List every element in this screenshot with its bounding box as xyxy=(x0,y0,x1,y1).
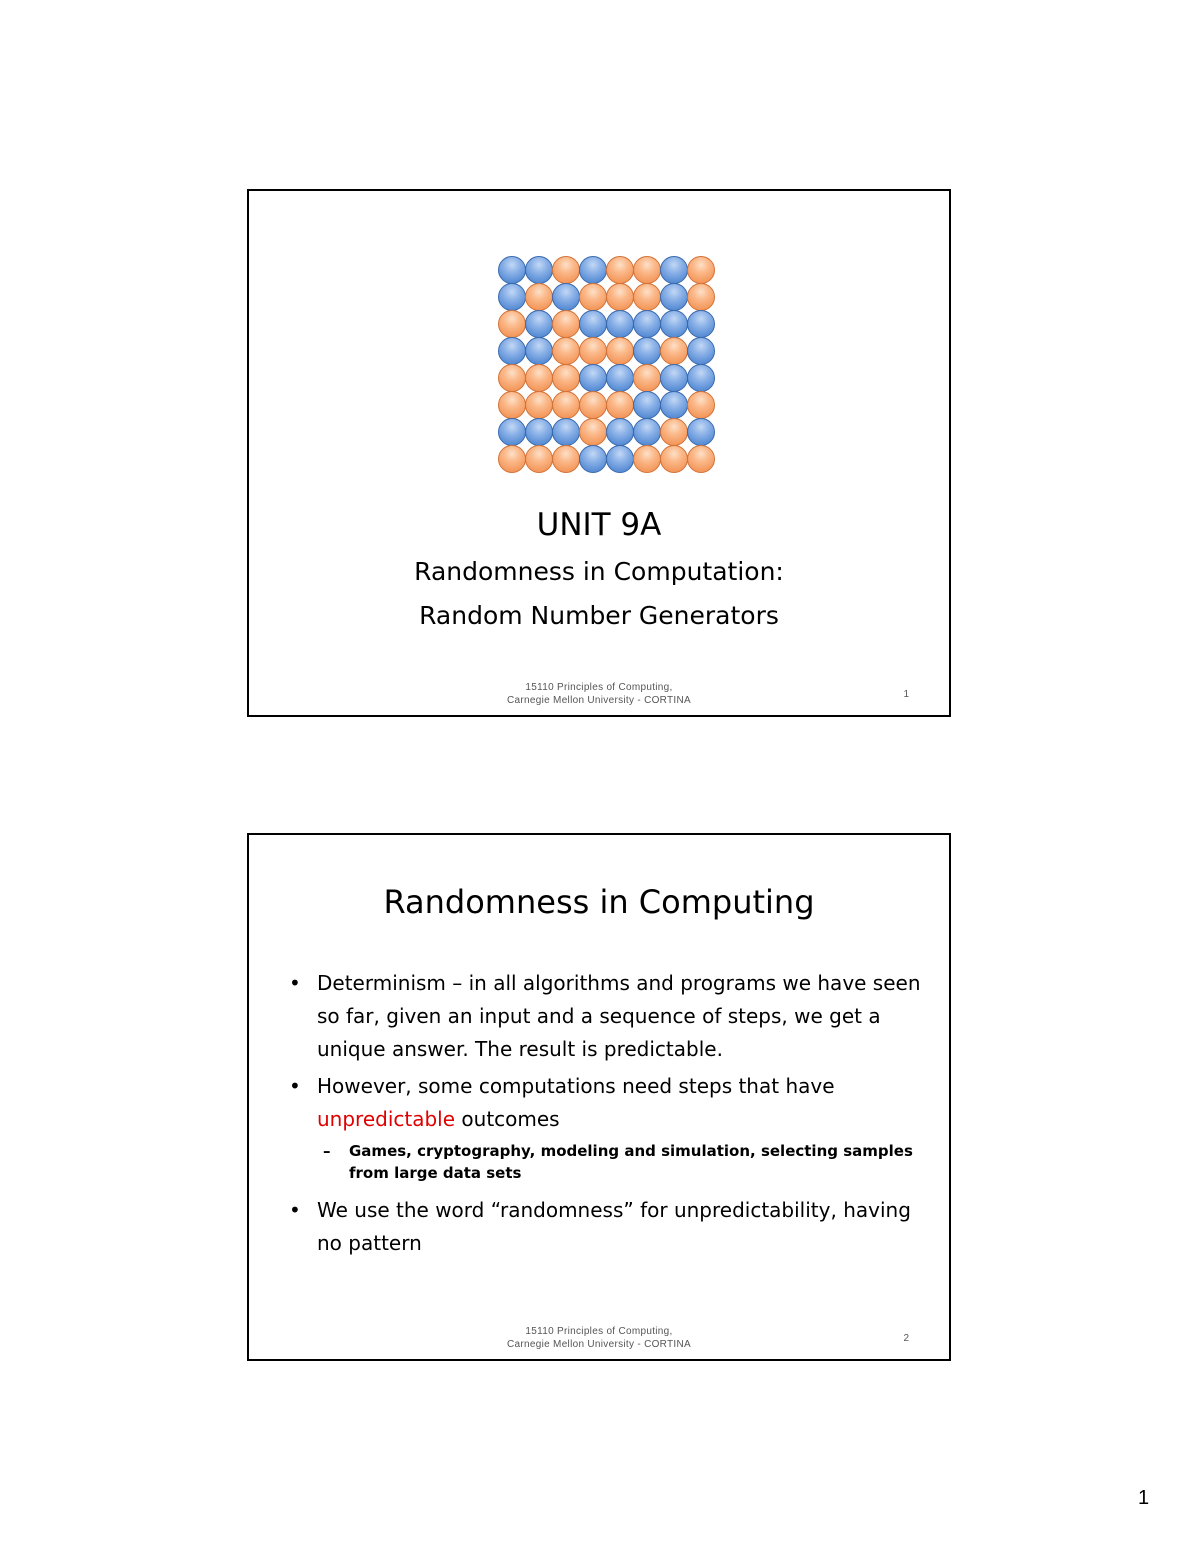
slide-2-bullet-list xyxy=(289,967,929,1260)
blue-ball xyxy=(687,310,715,338)
blue-ball xyxy=(498,337,526,365)
orange-ball xyxy=(552,256,580,284)
slide-1-footer xyxy=(249,681,949,707)
blue-ball xyxy=(606,364,634,392)
orange-ball xyxy=(606,283,634,311)
ball-grid-image xyxy=(498,256,718,476)
blue-ball xyxy=(525,256,553,284)
orange-ball xyxy=(579,283,607,311)
blue-ball xyxy=(498,256,526,284)
bullet-randomness-text: We use the word “randomness” for unpredictability, having no pattern xyxy=(317,1198,911,1255)
blue-ball xyxy=(606,418,634,446)
orange-ball xyxy=(660,445,688,473)
slide-2-footer-line-1: 15110 Principles of Computing, xyxy=(525,1326,673,1337)
slide-1-title: UNIT 9A xyxy=(536,507,662,543)
orange-ball xyxy=(606,391,634,419)
blue-ball xyxy=(633,391,661,419)
blue-ball xyxy=(633,337,661,365)
slide-1-subtitle-line-2: Random Number Generators xyxy=(419,601,779,630)
slide-1-subtitle-line-1: Randomness in Computation: xyxy=(414,557,784,586)
blue-ball xyxy=(579,310,607,338)
blue-ball xyxy=(498,283,526,311)
blue-ball xyxy=(579,256,607,284)
document-page-number: 1 xyxy=(1138,1487,1150,1509)
slide-1-footer-line-2: Carnegie Mellon University - CORTINA xyxy=(507,695,691,706)
slide-2-footer xyxy=(249,1325,949,1351)
orange-ball xyxy=(633,283,661,311)
slide-1 xyxy=(247,189,951,717)
blue-ball xyxy=(633,418,661,446)
blue-ball xyxy=(552,418,580,446)
blue-ball xyxy=(525,310,553,338)
orange-ball xyxy=(687,391,715,419)
bullet-unpredictable-text-after: outcomes xyxy=(455,1107,560,1131)
dash-icon: – xyxy=(323,1142,331,1160)
orange-ball xyxy=(660,418,688,446)
orange-ball xyxy=(498,364,526,392)
slide-1-page-number: 1 xyxy=(903,689,909,700)
orange-ball xyxy=(552,337,580,365)
blue-ball xyxy=(525,337,553,365)
bullet-unpredictable-text-before: However, some computations need steps that have xyxy=(317,1074,835,1098)
orange-ball xyxy=(606,337,634,365)
slide-2 xyxy=(247,833,951,1361)
orange-ball xyxy=(498,310,526,338)
orange-ball xyxy=(579,391,607,419)
blue-ball xyxy=(660,256,688,284)
bullet-unpredictable xyxy=(289,1070,929,1136)
orange-ball xyxy=(525,364,553,392)
orange-ball xyxy=(498,445,526,473)
blue-ball xyxy=(660,283,688,311)
bullet-dot-icon: • xyxy=(289,971,301,995)
blue-ball xyxy=(498,418,526,446)
orange-ball xyxy=(633,364,661,392)
orange-ball xyxy=(552,391,580,419)
orange-ball xyxy=(660,337,688,365)
orange-ball xyxy=(687,445,715,473)
orange-ball xyxy=(552,364,580,392)
slide-2-page-number: 2 xyxy=(903,1333,909,1344)
blue-ball xyxy=(552,283,580,311)
slide-2-footer-line-2: Carnegie Mellon University - CORTINA xyxy=(507,1339,691,1350)
subbullet-examples-text: Games, cryptography, modeling and simulation, selecting samples from large data sets xyxy=(349,1142,913,1182)
subbullet-examples xyxy=(289,1140,929,1184)
bullet-determinism-text: Determinism – in all algorithms and programs we have seen so far, given an input and a sequence of steps, we get a unique answer. The result is predictable. xyxy=(317,971,921,1061)
blue-ball xyxy=(633,310,661,338)
slide-1-footer-line-1: 15110 Principles of Computing, xyxy=(525,682,673,693)
blue-ball xyxy=(660,391,688,419)
orange-ball xyxy=(687,283,715,311)
blue-ball xyxy=(687,418,715,446)
orange-ball xyxy=(633,256,661,284)
orange-ball xyxy=(687,256,715,284)
blue-ball xyxy=(660,310,688,338)
slide-2-title: Randomness in Computing xyxy=(383,883,815,921)
orange-ball xyxy=(633,445,661,473)
orange-ball xyxy=(525,445,553,473)
blue-ball xyxy=(579,445,607,473)
orange-ball xyxy=(552,445,580,473)
bullet-dot-icon: • xyxy=(289,1074,301,1098)
unpredictable-highlight: unpredictable xyxy=(317,1107,456,1131)
bullet-randomness xyxy=(289,1194,929,1260)
orange-ball xyxy=(606,256,634,284)
orange-ball xyxy=(498,391,526,419)
bullet-dot-icon: • xyxy=(289,1198,301,1222)
orange-ball xyxy=(525,391,553,419)
blue-ball xyxy=(606,445,634,473)
orange-ball xyxy=(552,310,580,338)
orange-ball xyxy=(579,418,607,446)
orange-ball xyxy=(579,337,607,365)
bullet-determinism xyxy=(289,967,929,1066)
blue-ball xyxy=(606,310,634,338)
blue-ball xyxy=(687,337,715,365)
blue-ball xyxy=(687,364,715,392)
blue-ball xyxy=(660,364,688,392)
orange-ball xyxy=(525,283,553,311)
blue-ball xyxy=(579,364,607,392)
blue-ball xyxy=(525,418,553,446)
